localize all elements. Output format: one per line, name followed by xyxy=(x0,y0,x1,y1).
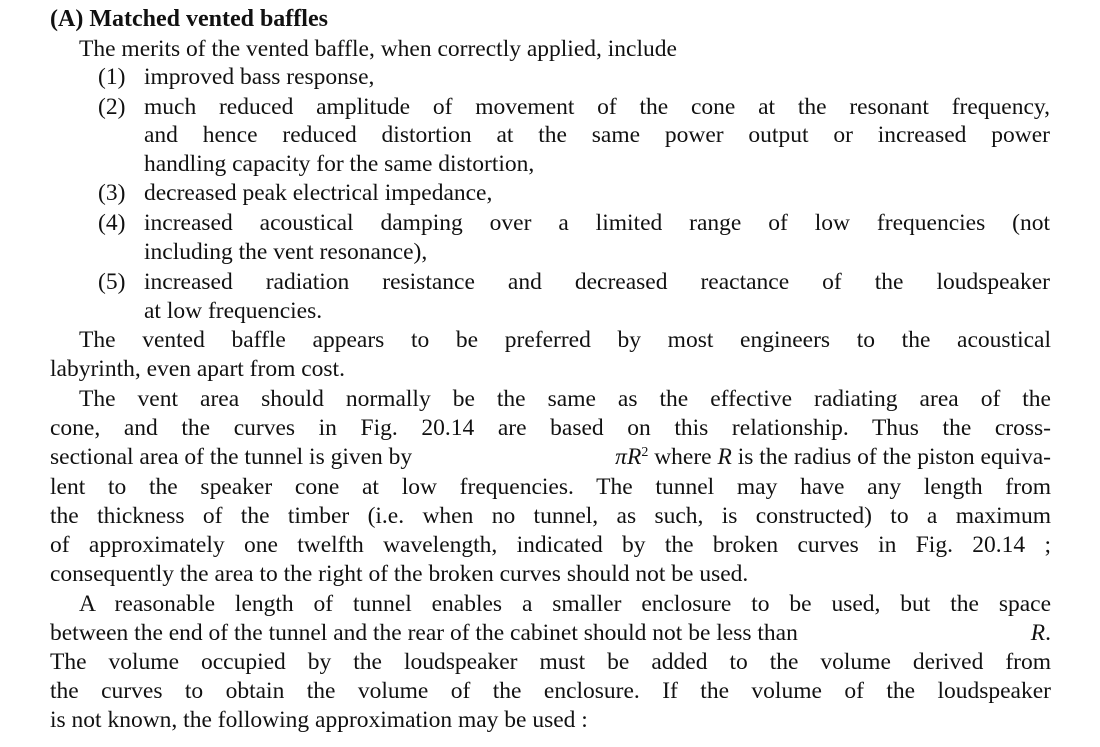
line-segment: is the radius of the piston equiva- xyxy=(731,444,1051,470)
list-number: (3) xyxy=(98,180,126,206)
paragraph-line: of approximately one twelfth wavelength, indicated by the broken curves in Fig. 20.14 ; xyxy=(50,532,1051,558)
list-item-line: much reduced amplitude of movement of the cone at the resonant frequency, xyxy=(144,94,1050,120)
paragraph-line: lent to the speaker cone at low frequencies. The tunnel may have any length from xyxy=(50,474,1051,500)
exponent: 2 xyxy=(641,445,649,460)
list-item-line: decreased peak electrical impedance, xyxy=(144,180,493,206)
list-number: (1) xyxy=(98,64,126,90)
paragraph-line: is not known, the following approximation may be used : xyxy=(50,707,588,733)
paragraph-line xyxy=(50,443,1051,472)
line-end xyxy=(1031,619,1051,648)
list-item-line: handling capacity for the same distortion, xyxy=(144,151,535,177)
paragraph-line: A reasonable length of tunnel enables a smaller enclosure to be used, but the space xyxy=(79,591,1051,617)
paragraph-line: the curves to obtain the volume of the enclosure. If the volume of the loudspeaker xyxy=(50,678,1051,704)
list-item-line: and hence reduced distortion at the same power output or increased power xyxy=(144,122,1050,148)
list-item-line: increased radiation resistance and decreased reactance of the loudspeaker xyxy=(144,269,1050,295)
list-item-line: improved bass response, xyxy=(144,64,375,90)
line-segment: where xyxy=(648,444,718,470)
list-item-line: at low frequencies. xyxy=(144,298,323,324)
list-number: (4) xyxy=(98,210,126,236)
paragraph-line: the thickness of the timber (i.e. when no tunnel, as such, is constructed) to a maximum xyxy=(50,503,1051,529)
variable-r: R xyxy=(717,444,732,470)
variable-r: R xyxy=(626,444,642,470)
paragraph-line: The vent area should normally be the same as the effective radiating area of the xyxy=(79,386,1051,412)
section-heading: (A) Matched vented baffles xyxy=(50,6,328,32)
line-segment: between the end of the tunnel and the rear of the cabinet should not be less than xyxy=(50,620,804,646)
formula-pi-r-squared xyxy=(615,443,1051,472)
list-number: (2) xyxy=(98,94,126,120)
list-item-line: including the vent resonance), xyxy=(144,239,428,265)
line-segment: sectional area of the tunnel is given by xyxy=(50,444,419,470)
paragraph-line: consequently the area to the right of the broken curves should not be used. xyxy=(50,561,749,587)
variable-r: R xyxy=(1030,620,1046,646)
line-segment: . xyxy=(1045,620,1051,646)
pi-symbol: π xyxy=(615,444,627,470)
paragraph-line xyxy=(50,619,1051,648)
list-number: (5) xyxy=(98,269,126,295)
paragraph-line: cone, and the curves in Fig. 20.14 are based on this relationship. Thus the cross- xyxy=(50,415,1051,441)
paragraph-line: labyrinth, even apart from cost. xyxy=(50,356,345,382)
paragraph-line: The vented baffle appears to be preferred by most engineers to the acoustical xyxy=(79,327,1051,353)
list-item-line: increased acoustical damping over a limited range of low frequencies (not xyxy=(144,210,1050,236)
merits-intro: The merits of the vented baffle, when correctly applied, include xyxy=(79,36,677,62)
paragraph-line: The volume occupied by the loudspeaker must be added to the volume derived from xyxy=(50,649,1051,675)
